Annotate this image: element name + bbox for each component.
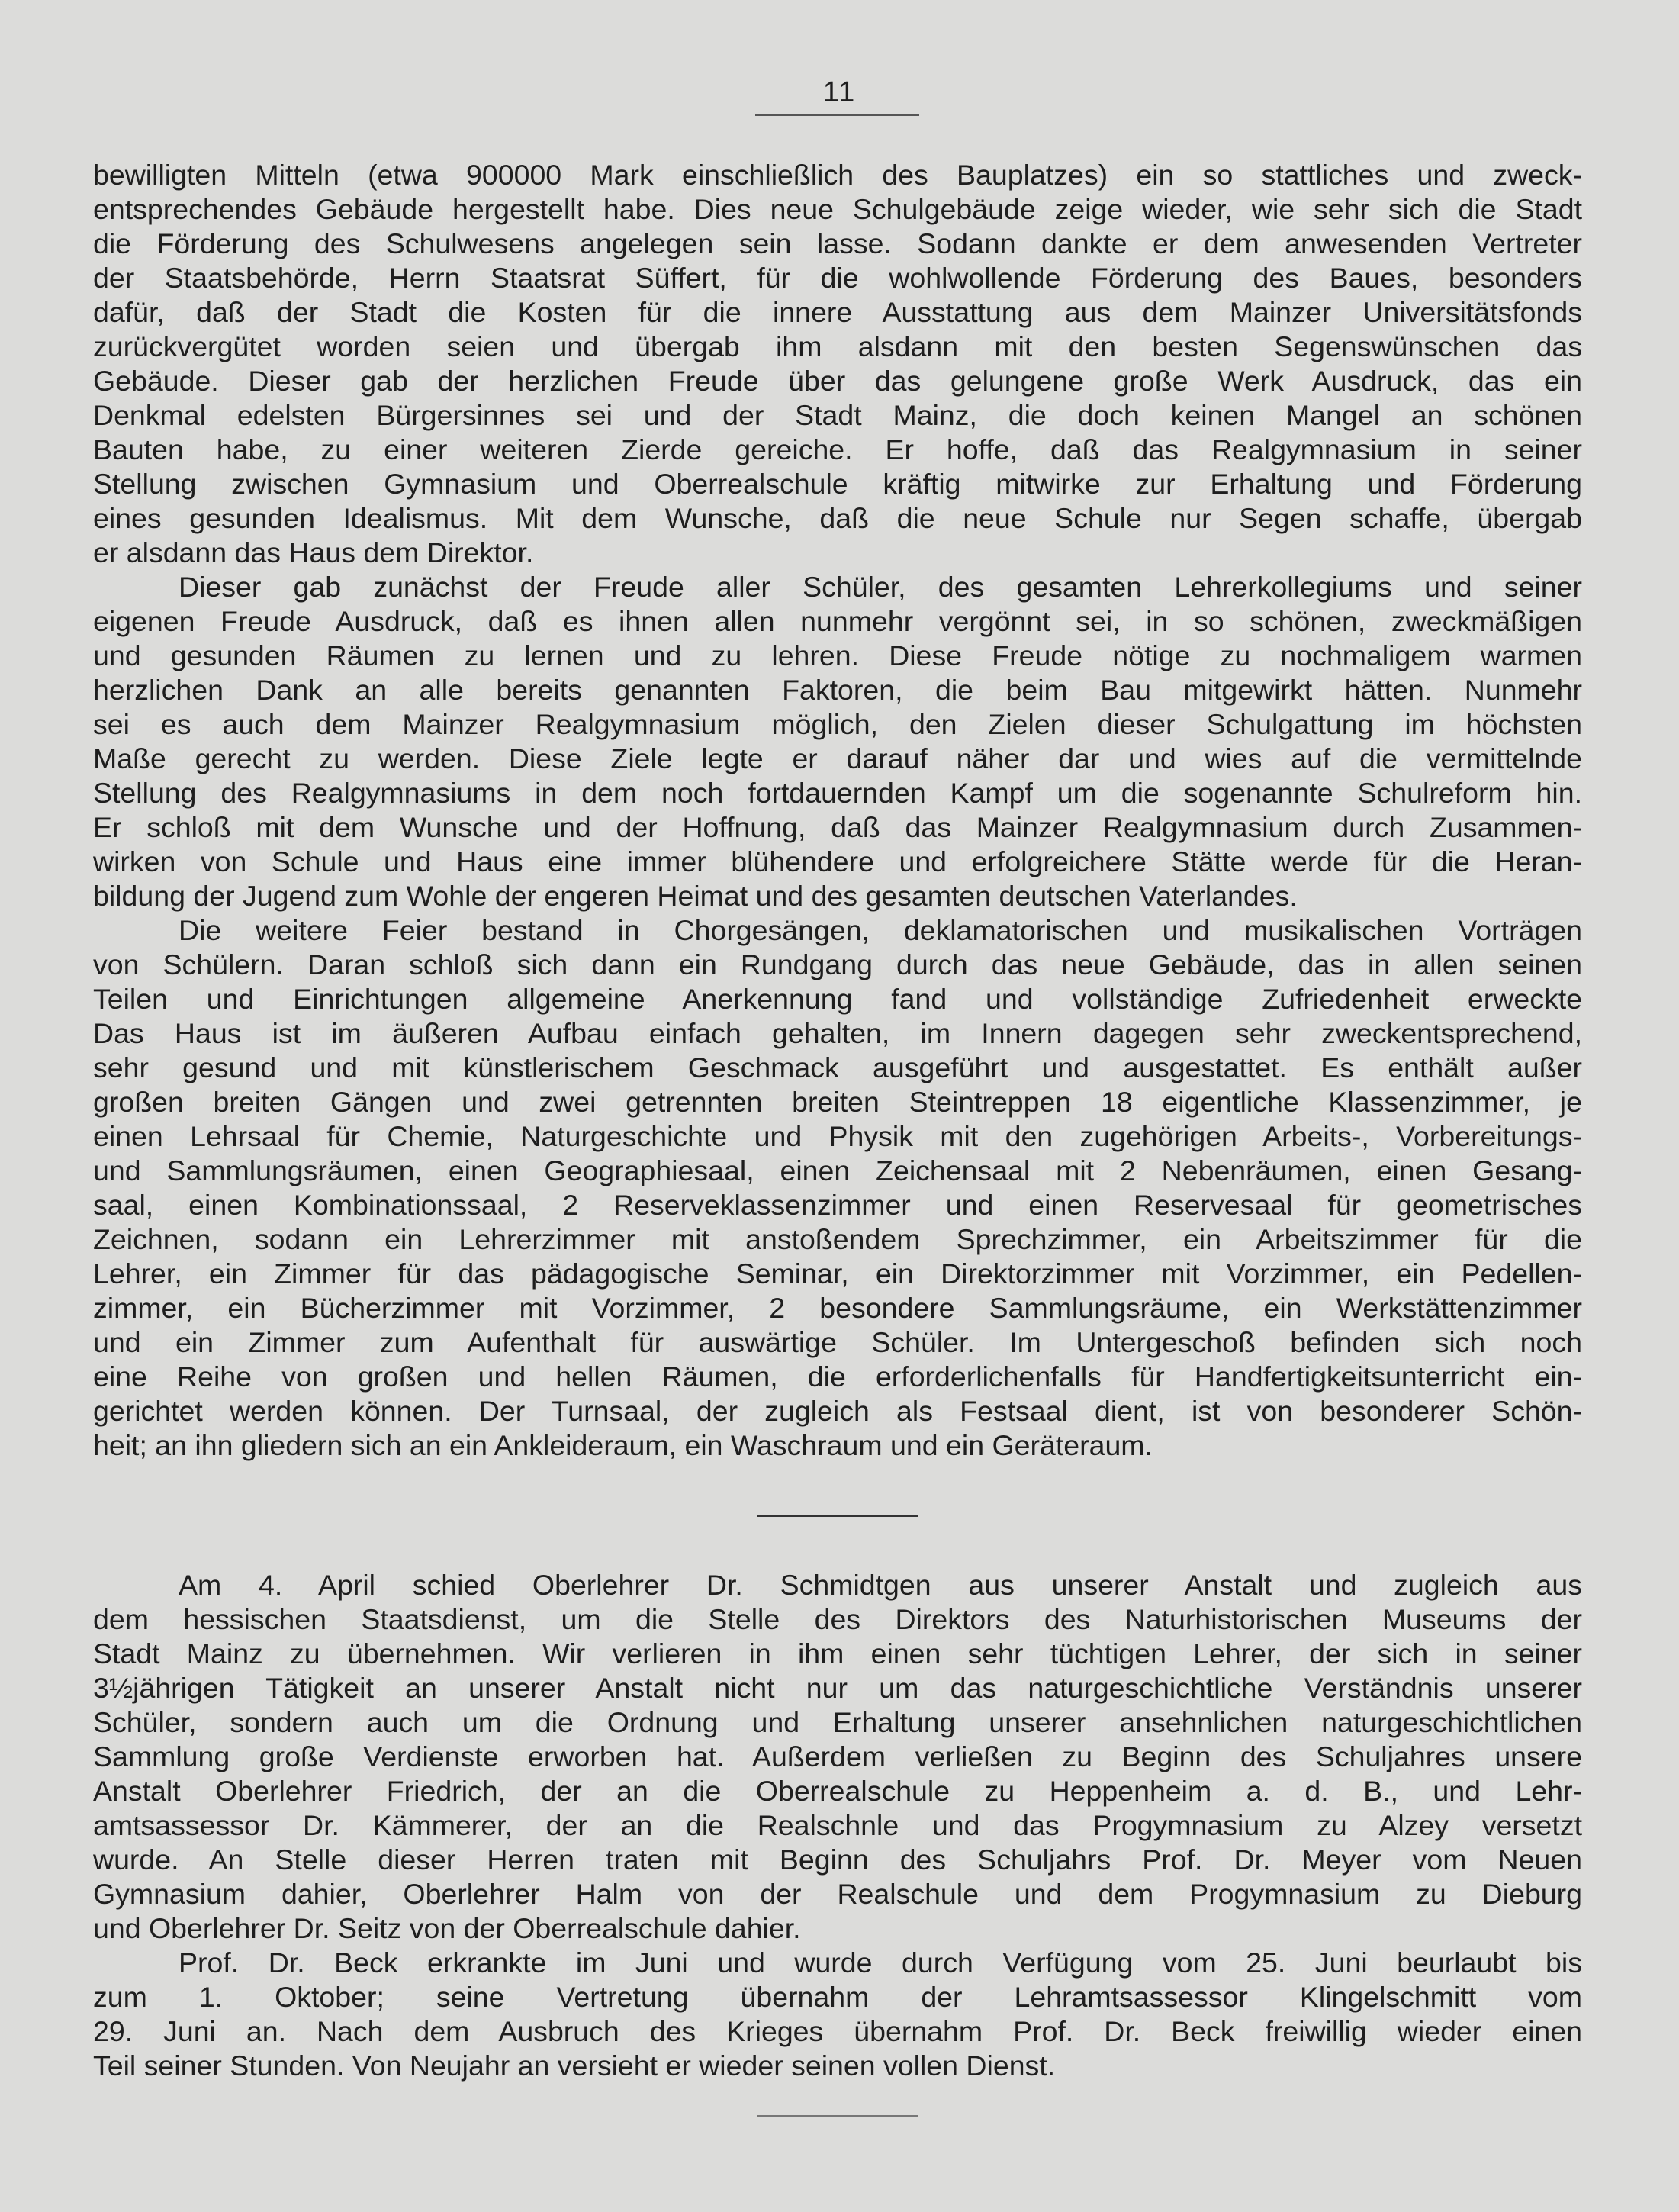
- text-line: Zeichnen, sodann ein Lehrerzimmer mit anstoßendem Sprechzimmer, ein Arbeitszimmer für die: [93, 1223, 1582, 1255]
- text-line: Am 4. April schied Oberlehrer Dr. Schmidtgen aus unserer Anstalt und zugleich aus: [179, 1569, 1582, 1601]
- text-line: 29. Juni an. Nach dem Ausbruch des Krieges übernahm Prof. Dr. Beck freiwillig wieder einen: [93, 2015, 1582, 2047]
- text-line: eine Reihe von großen und hellen Räumen, die erforderlichenfalls für Handfertigkeitsunterricht ein-: [93, 1360, 1582, 1393]
- text-line: sei es auch dem Mainzer Realgymnasium möglich, den Zielen dieser Schulgattung im höchsten: [93, 708, 1582, 740]
- text-line: Stellung des Realgymnasiums in dem noch fortdauernden Kampf um die sogenannte Schulreform hin.: [93, 777, 1582, 809]
- text-line: der Staatsbehörde, Herrn Staatsrat Süffert, für die wohlwollende Förderung des Baues, besonders: [93, 262, 1582, 294]
- text-line: zum 1. Oktober; seine Vertretung übernahm der Lehramtsassessor Klingelschmitt vom: [93, 1981, 1582, 2013]
- text-line: Teilen und Einrichtungen allgemeine Anerkennung fand und vollständige Zufriedenheit erweckte: [93, 983, 1582, 1015]
- text-line: Er schloß mit dem Wunsche und der Hoffnung, daß das Mainzer Realgymnasium durch Zusammen-: [93, 811, 1582, 843]
- page-number-rule: [755, 114, 919, 116]
- section-divider: [757, 1515, 918, 1517]
- text-line: gerichtet werden können. Der Turnsaal, der zugleich als Festsaal dient, ist von besonderer Schön-: [93, 1395, 1582, 1427]
- text-line: entsprechendes Gebäude hergestellt habe. Dies neue Schulgebäude zeige wieder, wie sehr sich die Stadt: [93, 193, 1582, 225]
- text-line: bildung der Jugend zum Wohle der engeren Heimat und des gesamten deutschen Vaterlandes.: [93, 880, 1298, 912]
- text-line: er alsdann das Haus dem Direktor.: [93, 536, 534, 568]
- text-line: Sammlung große Verdienste erworben hat. Außerdem verließen zu Beginn des Schuljahres unsere: [93, 1740, 1582, 1772]
- text-line: großen breiten Gängen und zwei getrennten breiten Steintreppen 18 eigentliche Klassenzimmer, je: [93, 1086, 1582, 1118]
- text-line: eigenen Freude Ausdruck, daß es ihnen allen nunmehr vergönnt sei, in so schönen, zweckmäßigen: [93, 605, 1582, 637]
- text-line: Lehrer, ein Zimmer für das pädagogische Seminar, ein Direktorzimmer mit Vorzimmer, ein Pedellen-: [93, 1257, 1582, 1290]
- text-line: dafür, daß der Stadt die Kosten für die innere Ausstattung aus dem Mainzer Universitätsfonds: [93, 296, 1582, 328]
- text-line: zimmer, ein Bücherzimmer mit Vorzimmer, 2 besondere Sammlungsräume, ein Werkstättenzimmer: [93, 1292, 1582, 1324]
- text-line: und Sammlungsräumen, einen Geographiesaal, einen Zeichensaal mit 2 Nebenräumen, einen Gesang-: [93, 1154, 1582, 1186]
- text-line: Gebäude. Dieser gab der herzlichen Freude über das gelungene große Werk Ausdruck, das ein: [93, 365, 1582, 397]
- text-line: Anstalt Oberlehrer Friedrich, der an die Oberrealschule zu Heppenheim a. d. B., und Lehr-: [93, 1775, 1582, 1807]
- text-line: Schüler, sondern auch um die Ordnung und Erhaltung unserer ansehnlichen naturgeschichtlichen: [93, 1706, 1582, 1738]
- text-line: Maße gerecht zu werden. Diese Ziele legte er darauf näher dar und wies auf die vermittelnde: [93, 742, 1582, 774]
- text-line: bewilligten Mitteln (etwa 900000 Mark einschließlich des Bauplatzes) ein so stattliches und zweck-: [93, 159, 1582, 191]
- text-line: Die weitere Feier bestand in Chorgesängen, deklamatorischen und musikalischen Vorträgen: [179, 914, 1582, 946]
- footer-divider: [757, 2115, 918, 2117]
- text-line: die Förderung des Schulwesens angelegen sein lasse. Sodann dankte er dem anwesenden Vertreter: [93, 227, 1582, 259]
- text-line: und gesunden Räumen zu lernen und zu lehren. Diese Freude nötige zu nochmaligem warmen: [93, 639, 1582, 671]
- text-line: Das Haus ist im äußeren Aufbau einfach gehalten, im Innern dagegen sehr zweckentsprechend,: [93, 1017, 1582, 1049]
- text-line: sehr gesund und mit künstlerischem Geschmack ausgeführt und ausgestattet. Es enthält außer: [93, 1051, 1582, 1083]
- text-line: Denkmal edelsten Bürgersinnes sei und der Stadt Mainz, die doch keinen Mangel an schönen: [93, 399, 1582, 431]
- text-line: Stadt Mainz zu übernehmen. Wir verlieren in ihm einen sehr tüchtigen Lehrer, der sich in seiner: [93, 1637, 1582, 1669]
- text-line: heit; an ihn gliedern sich an ein Ankleideraum, ein Waschraum und ein Geräteraum.: [93, 1429, 1153, 1461]
- text-line: wirken von Schule und Haus eine immer blühendere und erfolgreichere Stätte werde für die Heran-: [93, 845, 1582, 877]
- text-line: dem hessischen Staatsdienst, um die Stelle des Direktors des Naturhistorischen Museums der: [93, 1603, 1582, 1635]
- page-number: 11: [822, 76, 857, 108]
- text-line: und ein Zimmer zum Aufenthalt für auswärtige Schüler. Im Untergeschoß befinden sich noch: [93, 1326, 1582, 1358]
- text-line: amtsassessor Dr. Kämmerer, der an die Realschnle und das Progymnasium zu Alzey versetzt: [93, 1809, 1582, 1841]
- section-building-dedication: [93, 158, 1582, 1463]
- text-line: wurde. An Stelle dieser Herren traten mit Beginn des Schuljahrs Prof. Dr. Meyer vom Neuen: [93, 1843, 1582, 1876]
- text-line: Stellung zwischen Gymnasium und Oberrealschule kräftig mitwirke zur Erhaltung und Förderung: [93, 468, 1582, 500]
- text-line: und Oberlehrer Dr. Seitz von der Oberrealschule dahier.: [93, 1912, 801, 1944]
- text-line: zurückvergütet worden seien und übergab ihm alsdann mit den besten Segenswünschen das: [93, 330, 1582, 362]
- text-line: Gymnasium dahier, Oberlehrer Halm von der Realschule und dem Progymnasium zu Dieburg: [93, 1878, 1582, 1910]
- text-line: saal, einen Kombinationssaal, 2 Reserveklassenzimmer und einen Reservesaal für geometrisches: [93, 1189, 1582, 1221]
- text-line: von Schülern. Daran schloß sich dann ein Rundgang durch das neue Gebäude, das in allen seinen: [93, 948, 1582, 980]
- text-line: herzlichen Dank an alle bereits genannten Faktoren, die beim Bau mitgewirkt hätten. Nunmehr: [93, 674, 1582, 706]
- text-line: Bauten habe, zu einer weiteren Zierde gereiche. Er hoffe, daß das Realgymnasium in seiner: [93, 433, 1582, 465]
- text-line: einen Lehrsaal für Chemie, Naturgeschichte und Physik mit den zugehörigen Arbeits-, Vorbereitungs-: [93, 1120, 1582, 1152]
- section-staff-changes: [93, 1568, 1582, 2083]
- text-line: Dieser gab zunächst der Freude aller Schüler, des gesamten Lehrerkollegiums und seiner: [179, 571, 1582, 603]
- text-line: eines gesunden Idealismus. Mit dem Wunsche, daß die neue Schule nur Segen schaffe, übergab: [93, 502, 1582, 534]
- text-line: 3½jährigen Tätigkeit an unserer Anstalt nicht nur um das naturgeschichtliche Verständnis unserer: [93, 1672, 1582, 1704]
- text-line: Prof. Dr. Beck erkrankte im Juni und wurde durch Verfügung vom 25. Juni beurlaubt bis: [179, 1946, 1582, 1979]
- text-line: Teil seiner Stunden. Von Neujahr an versieht er wieder seinen vollen Dienst.: [93, 2049, 1056, 2082]
